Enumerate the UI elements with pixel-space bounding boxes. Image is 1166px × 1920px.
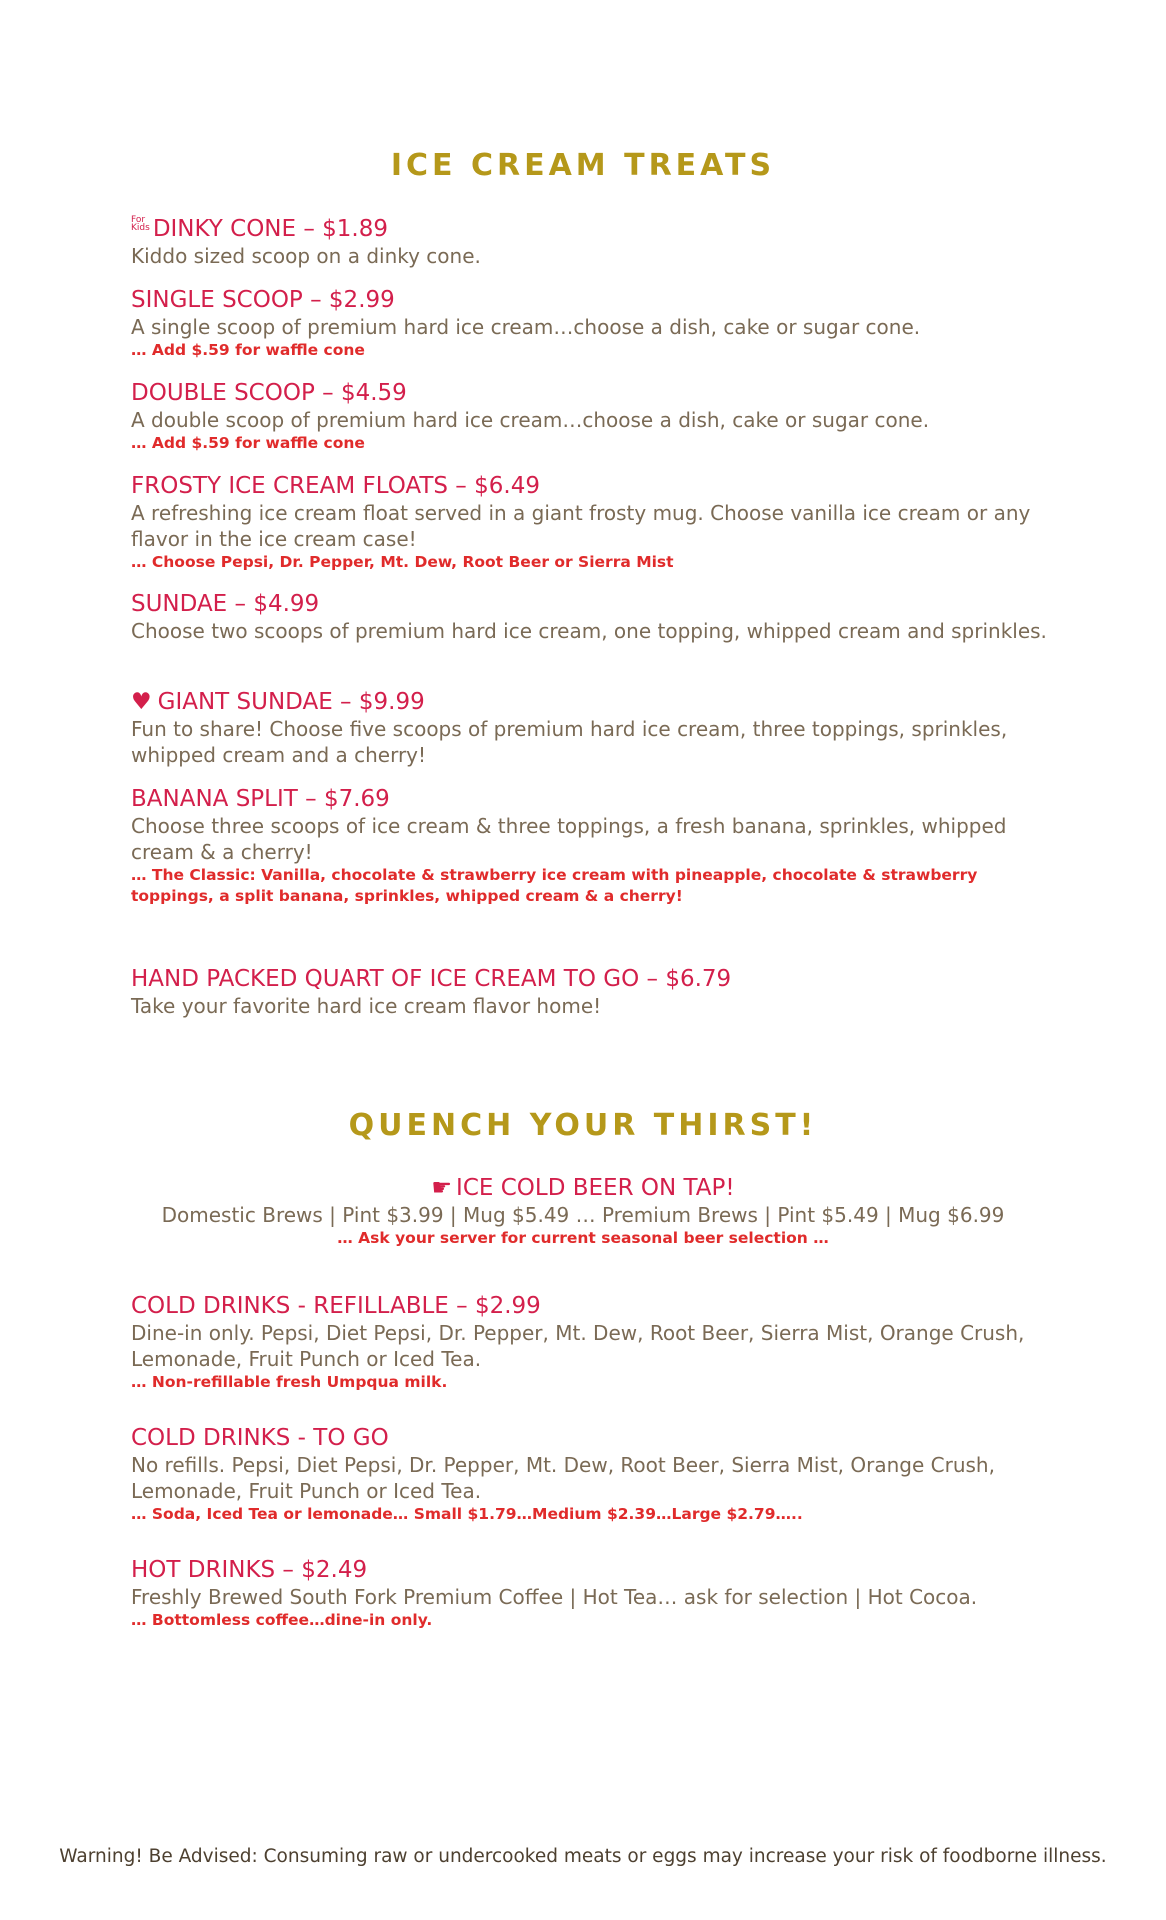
menu-item-beer-on-tap [0, 1174, 1166, 1249]
menu-item-hand-packed-quart [131, 965, 1061, 1019]
food-safety-warning: Warning! Be Advised: Consuming raw or undercooked meats or eggs may increase your risk of foodborne illness. [59, 1846, 1107, 1867]
menu-item-sundae [131, 590, 1061, 644]
item-description: Domestic Brews | Pint $3.99 | Mug $5.49 … Premium Brews | Pint $5.49 | Mug $6.99 [161, 1203, 1005, 1227]
item-description: Freshly Brewed South Fork Premium Coffee | Hot Tea… ask for selection | Hot Cocoa. [131, 1585, 978, 1609]
item-title: SINGLE SCOOP – $2.99 [131, 287, 395, 313]
for-kids-icon: For Kids [131, 215, 150, 233]
item-description: Choose two scoops of premium hard ice cream, one topping, whipped cream and sprinkles. [131, 619, 1047, 643]
item-description: No refills. Pepsi, Diet Pepsi, Dr. Pepper, Mt. Dew, Root Beer, Sierra Mist, Orange Crush, Lemonade, Fruit Punch or Iced Tea. [131, 1453, 995, 1503]
item-description: A double scoop of premium hard ice cream…choose a dish, cake or sugar cone. [131, 408, 930, 432]
item-title: HAND PACKED QUART OF ICE CREAM TO GO – $6.79 [131, 966, 732, 992]
item-title: COLD DRINKS - TO GO [131, 1425, 389, 1451]
item-note: … Add $.59 for waffle cone [131, 341, 365, 359]
item-description: Fun to share! Choose five scoops of premium hard ice cream, three toppings, sprinkles, whipped cream and a cherry! [131, 717, 1008, 767]
ice-cream-treats-heading: ICE CREAM TREATS [390, 148, 776, 183]
item-title: FROSTY ICE CREAM FLOATS – $6.49 [131, 473, 540, 499]
item-title: SUNDAE – $4.99 [131, 591, 320, 617]
item-title: HOT DRINKS – $2.49 [131, 1557, 368, 1583]
menu-item-hot-drinks [131, 1556, 1061, 1631]
item-title: DOUBLE SCOOP – $4.59 [131, 380, 407, 406]
item-note: … The Classic: Vanilla, chocolate & strawberry ice cream with pineapple, chocolate & strawberry toppings, a split banana, sprinkles, whipped cream & a cherry! [131, 866, 978, 905]
item-description: Choose three scoops of ice cream & three toppings, a fresh banana, sprinkles, whipped cream & a cherry! [131, 814, 1007, 864]
item-description: Take your favorite hard ice cream flavor home! [131, 994, 602, 1018]
item-title: COLD DRINKS - REFILLABLE – $2.99 [131, 1293, 541, 1319]
menu-item-cold-drinks-refillable [131, 1292, 1061, 1393]
item-title: DINKY CONE – $1.89 [152, 216, 389, 242]
item-description: A refreshing ice cream float served in a giant frosty mug. Choose vanilla ice cream or any flavor in the ice cream case! [131, 501, 1031, 551]
item-note: … Ask your server for current seasonal beer selection … [337, 1229, 829, 1247]
item-note: … Soda, Iced Tea or lemonade… Small $1.79…Medium $2.39…Large $2.79….. [131, 1505, 803, 1523]
menu-item-double-scoop [131, 379, 1061, 454]
menu-item-dinky-cone [131, 215, 1061, 269]
menu-item-single-scoop [131, 286, 1061, 361]
heart-icon: ♥ [131, 689, 152, 715]
item-description: Kiddo sized scoop on a dinky cone. [131, 244, 481, 268]
item-title: ICE COLD BEER ON TAP! [456, 1175, 735, 1201]
item-description: Dine-in only. Pepsi, Diet Pepsi, Dr. Pepper, Mt. Dew, Root Beer, Sierra Mist, Orange Crush, Lemonade, Fruit Punch or Iced Tea. [131, 1321, 1025, 1371]
item-description: A single scoop of premium hard ice cream…choose a dish, cake or sugar cone. [131, 315, 921, 339]
menu-item-frosty-floats [131, 472, 1061, 573]
item-title: GIANT SUNDAE – $9.99 [157, 689, 425, 715]
item-note: … Add $.59 for waffle cone [131, 434, 365, 452]
item-note: … Choose Pepsi, Dr. Pepper, Mt. Dew, Root Beer or Sierra Mist [131, 553, 674, 571]
item-note: … Bottomless coffee…dine-in only. [131, 1611, 433, 1629]
menu-item-giant-sundae [131, 688, 1061, 768]
menu-item-banana-split [131, 785, 1061, 907]
pointing-hand-icon: ☛ [431, 1175, 453, 1201]
item-title: BANANA SPLIT – $7.69 [131, 786, 390, 812]
item-note: … Non-refillable fresh Umpqua milk. [131, 1373, 448, 1391]
menu-item-cold-drinks-to-go [131, 1424, 1061, 1525]
quench-your-thirst-heading: QUENCH YOUR THIRST! [348, 1108, 818, 1143]
